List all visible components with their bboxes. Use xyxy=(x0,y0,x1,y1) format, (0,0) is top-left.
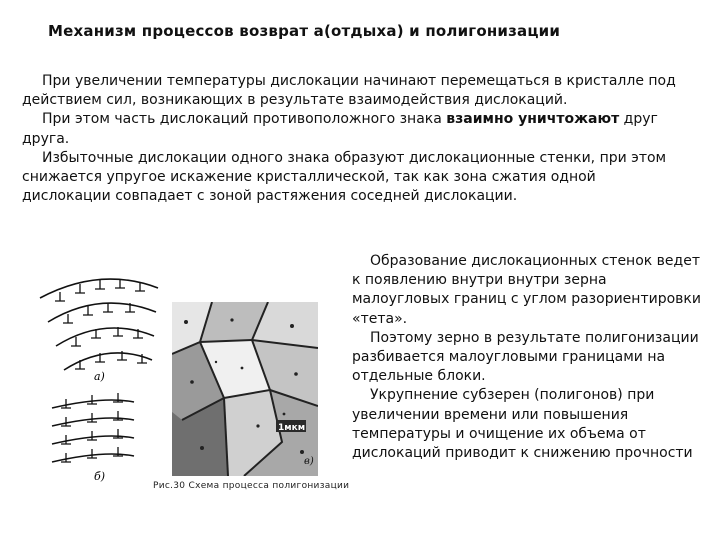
schematic-label-b: б) xyxy=(94,470,106,483)
annihilation-bold-phrase: взаимно уничтожают xyxy=(446,111,620,128)
schematic-label-a: а) xyxy=(94,370,105,383)
micrograph-label-v: в) xyxy=(304,456,314,467)
side-text xyxy=(352,252,704,463)
side-paragraph-subgrains: Укрупнение субзерен (полигонов) при увеличении времени или повышения температуры и очищение их объема от дислокаций приводит к снижению прочности xyxy=(352,387,693,462)
paragraph-annihilation xyxy=(22,110,682,148)
slide-title: Механизм процессов возврат а(отдыха) и полигонизации xyxy=(48,22,561,40)
micrograph-scale-label: 1мкм xyxy=(278,423,306,433)
dislocation-schematic-figure xyxy=(34,268,166,498)
paragraph-dislocation-walls: Избыточные дислокации одного знака образуют дислокационные стенки, при этом снижается упругое искажение кристаллической, так как зона сжатия одной дислокации совпадает с зоной растяжения соседней дислокации. xyxy=(22,149,667,205)
schematic-a-bent-rows xyxy=(40,279,158,370)
figure-caption: Рис.30 Схема процесса полигонизации xyxy=(153,481,350,491)
polygonization-micrograph xyxy=(172,302,318,476)
side-paragraph-blocks: Поэтому зерно в результате полигонизации разбивается малоугловыми границами на отдельные блоки. xyxy=(352,329,699,385)
annihilation-text-end: друг друга. xyxy=(22,111,658,147)
annihilation-text-start: При этом часть дислокаций противоположного знака xyxy=(42,111,447,128)
schematic-b-dislocation-walls xyxy=(52,393,134,462)
side-paragraph-walls: Образование дислокационных стенок ведет к появлению внутри внутри зерна малоугловых границ с углом разориентировки «тета». xyxy=(352,253,701,327)
body-text xyxy=(22,72,682,206)
paragraph-temperature: При увеличении температуры дислокации начинают перемещаться в кристалле под действием сил, возникающих в результате взаимодействия дислокаций. xyxy=(22,73,676,109)
